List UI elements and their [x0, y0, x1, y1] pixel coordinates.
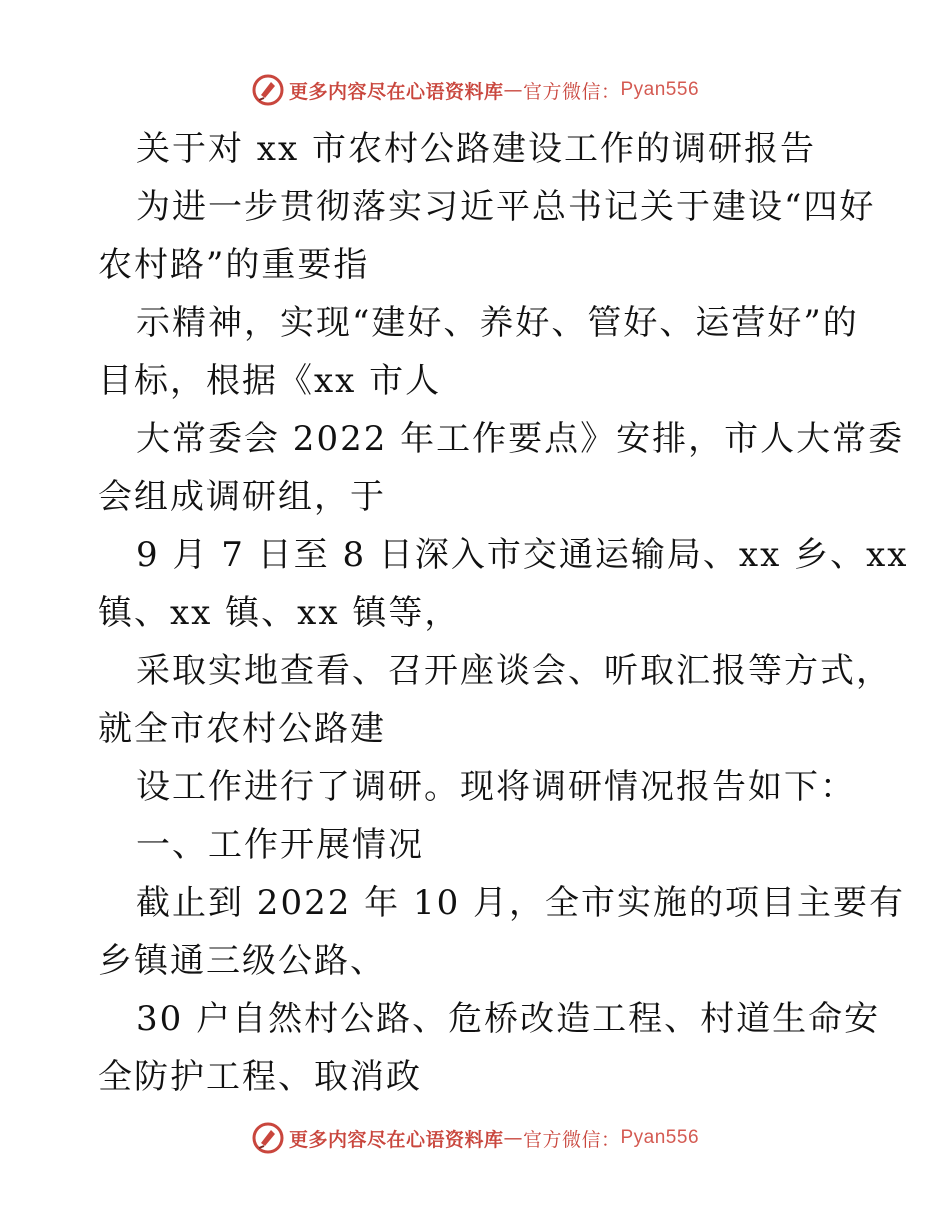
text-line: 目标，根据《xx 市人 [98, 361, 442, 401]
watermark-title: 更多内容尽在心语资料库 [288, 80, 504, 103]
text-line: 为进一步贯彻落实习近平总书记关于建设“四好 [136, 187, 876, 227]
watermark-title: 更多内容尽在心语资料库 [288, 1128, 504, 1151]
watermark-wechat-id: Pyan556 [620, 1127, 700, 1148]
footer-watermark [0, 1118, 950, 1158]
text-line: 大常委会 2022 年工作要点》安排，市人大常委 [136, 419, 905, 459]
watermark-wechat-label: 官方微信： [522, 1128, 621, 1151]
watermark-dash: — [503, 1127, 523, 1149]
text-line: 会组成调研组，于 [98, 477, 386, 517]
text-line: 乡镇通三级公路、 [98, 941, 386, 981]
library-logo-icon [251, 1121, 285, 1155]
library-logo-icon [251, 73, 285, 107]
text-line: 截止到 2022 年 10 月，全市实施的项目主要有 [136, 883, 906, 923]
watermark-wechat-id: Pyan556 [620, 79, 700, 100]
text-line: 镇、xx 镇、xx 镇等， [98, 593, 461, 633]
text-line: 就全市农村公路建 [98, 709, 386, 749]
document-body [98, 120, 909, 1106]
watermark-dash: — [503, 79, 523, 101]
text-line: 农村路”的重要指 [98, 245, 370, 285]
text-line: 采取实地查看、召开座谈会、听取汇报等方式， [136, 651, 892, 691]
header-watermark [0, 70, 950, 110]
text-line: 关于对 xx 市农村公路建设工作的调研报告 [136, 129, 816, 169]
watermark-wechat-label: 官方微信： [522, 80, 621, 103]
text-line: 一、工作开展情况 [136, 825, 424, 865]
text-line: 30 户自然村公路、危桥改造工程、村道生命安 [136, 999, 881, 1039]
text-line: 全防护工程、取消政 [98, 1057, 422, 1097]
text-line: 设工作进行了调研。现将调研情况报告如下： [136, 767, 856, 807]
text-line: 示精神，实现“建好、养好、管好、运营好”的 [136, 303, 859, 343]
text-line: 9 月 7 日至 8 日深入市交通运输局、xx 乡、xx [136, 535, 909, 575]
